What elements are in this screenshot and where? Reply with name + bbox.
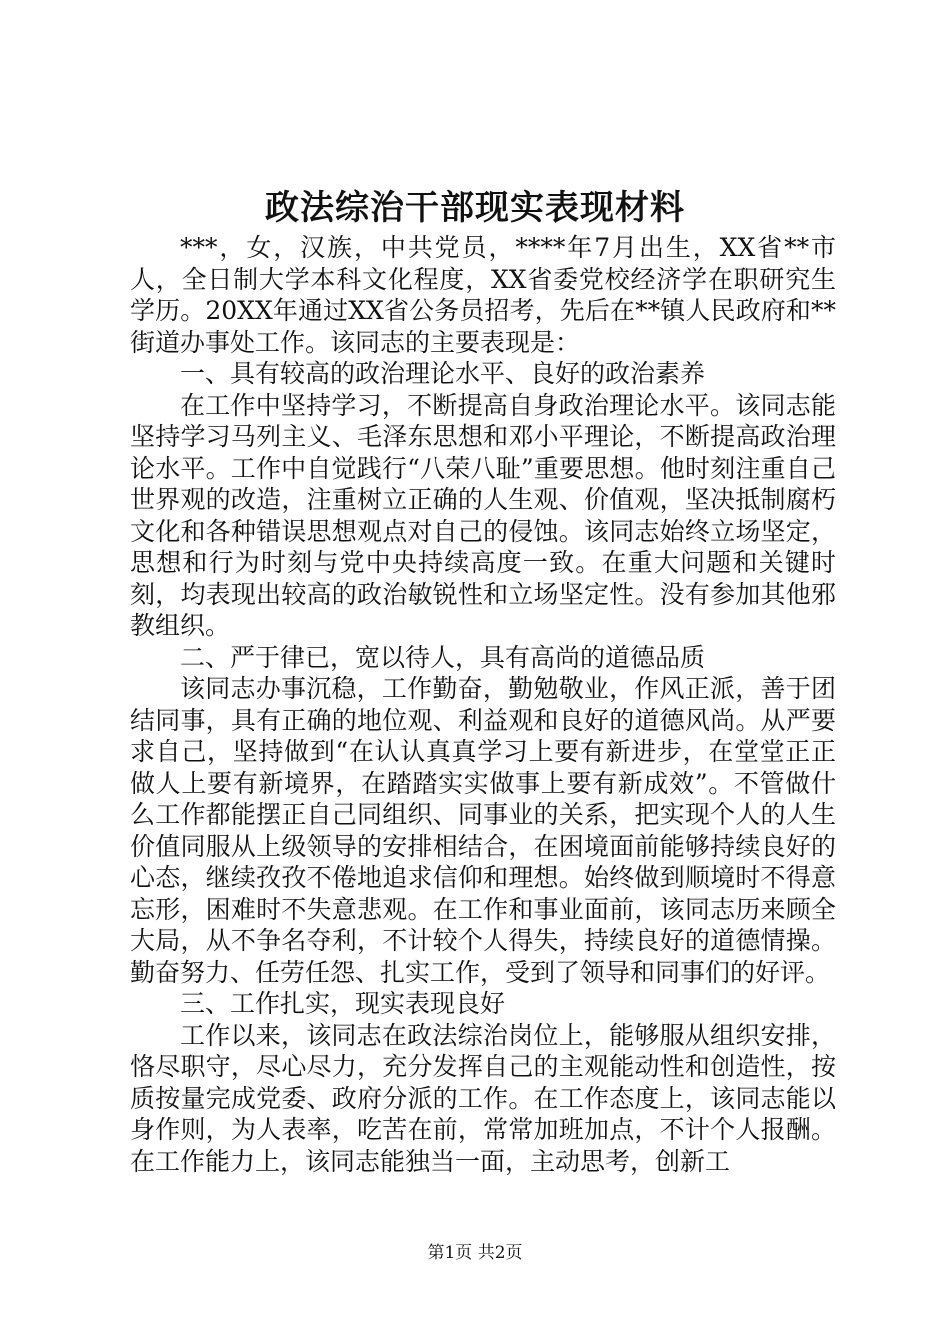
section-paragraph-3: 工作以来，该同志在政法综治岗位上，能够服从组织安排，恪尽职守，尽心尽力，充分发挥自己的主观能动性和创造性，按质按量完成党委、政府分派的工作。在工作态度上，该同志能以身作则，为人表率，吃苦在前，常常加班加点，不计个人报酬。在工作能力上，该同志能独当一面，主动思考，创新工	[130, 1020, 836, 1176]
document-body	[130, 232, 836, 1177]
document-title: 政法综治干部现实表现材料	[265, 188, 685, 228]
page-number-footer: 第1页 共2页	[427, 1243, 523, 1263]
section-paragraph-2: 该同志办事沉稳，工作勤奋，勤勉敬业，作风正派，善于团结同事，具有正确的地位观、利益观和良好的道德风尚。从严要求自己，坚持做到“在认认真真学习上要有新进步，在堂堂正正做人上要有新境界，在踏踏实实做事上要有新成效”。不管做什么工作都能摆正自己同组织、同事业的关系，把实现个人的人生价值同服从上级领导的安排相结合，在困境面前能够持续良好的心态，继续孜孜不倦地追求信仰和理想。始终做到顺境时不得意忘形，困难时不失意悲观。在工作和事业面前，该同志历来顾全大局，从不争名夺利，不计较个人得失，持续良好的道德情操。勤奋努力、任劳任怨、扎实工作，受到了领导和同事们的好评。	[130, 674, 836, 987]
section-heading-1: 一、具有较高的政治理论水平、良好的政治素养	[180, 359, 706, 388]
section-heading-2: 二、严于律已，宽以待人，具有高尚的道德品质	[180, 642, 706, 672]
section-heading-3: 三、工作扎实，现实表现良好	[180, 989, 506, 1018]
section-paragraph-1: 在工作中坚持学习，不断提高自身政治理论水平。该同志能坚持学习马列主义、毛泽东思想和邓小平理论，不断提高政治理论水平。工作中自觉践行“八荣八耻”重要思想。他时刻注重自己世界观的改造，注重树立正确的人生观、价值观，坚决抵制腐朽文化和各种错误思想观点对自己的侵蚀。该同志始终立场坚定，思想和行为时刻与党中央持续高度一致。在重大问题和关键时刻，均表现出较高的政治敏锐性和立场坚定性。没有参加其他邪教组织。	[130, 390, 836, 640]
intro-paragraph: ***，女，汉族，中共党员，****年7月出生，XX省**市人，全日制大学本科文化程度，XX省委党校经济学在职研究生学历。20XX年通过XX省公务员招考，先后在**镇人民政府和**街道办事处工作。该同志的主要表现是：	[130, 233, 836, 357]
